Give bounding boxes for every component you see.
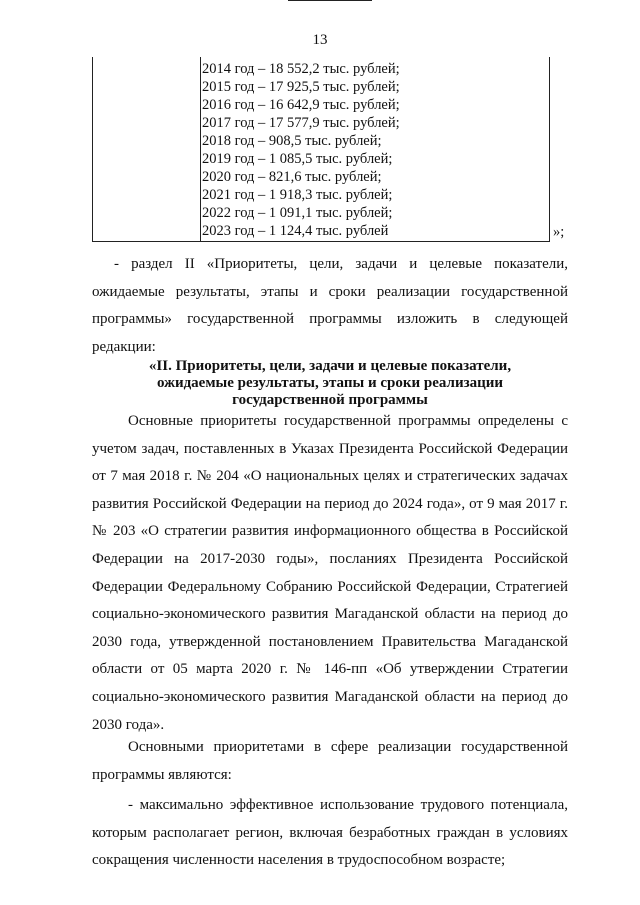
funding-row-2022: 2022 год – 1 091,1 тыс. рублей; [202,205,393,221]
top-rule [288,0,372,1]
funding-row-2019: 2019 год – 1 085,5 тыс. рублей; [202,151,393,167]
funding-row-2020: 2020 год – 821,6 тыс. рублей; [202,169,382,185]
section-heading-line-2: ожидаемые результаты, этапы и сроки реализации [156,375,504,391]
funding-row-2017: 2017 год – 17 577,9 тыс. рублей; [202,115,400,131]
section-heading-line-3: государственной программы [232,392,428,408]
funding-row-2015: 2015 год – 17 925,5 тыс. рублей; [202,79,400,95]
table-closing-quote: »; [553,224,565,240]
page-number: 13 [312,32,328,48]
section-heading [92,358,568,409]
funding-row-2021: 2021 год – 1 918,3 тыс. рублей; [202,187,393,203]
body-paragraph-1: Основные приоритеты государственной программы определены с учетом задач, поставленных в Указах Президента Российской Федерации от 7 мая 2018 г. № 204 «О национальных целях и стратегических задачах развития Российской Федерации на период до 2024 года», от 9 мая 2017 г. № 203 «О стратегии развития информационного общества в Российской Федерации на 2017-2030 годы», посланиях Президента Российской Федерации Федеральному Собранию Российской Федерации, Стратегией социально-экономического развития Магаданской области на период до 2030 года, утвержденной постановлением Правительства Магаданской области от 05 марта 2020 г. № 146-пп «Об утверждении Стратегии социально-экономического развития Магаданской области на период до 2030 года». [92,413,568,733]
funding-row-2016: 2016 год – 16 642,9 тыс. рублей; [202,97,400,113]
funding-table [92,57,550,242]
section-heading-line-1: «II. Приоритеты, цели, задачи и целевые показатели, [148,358,512,374]
funding-row-2014: 2014 год – 18 552,2 тыс. рублей; [202,61,400,77]
funding-row-2018: 2018 год – 908,5 тыс. рублей; [202,133,382,149]
table-column-divider [200,57,201,241]
funding-row-2023: 2023 год – 1 124,4 тыс. рублей [202,223,389,239]
body-paragraph-3: - максимально эффективное использование трудового потенциала, которым располагает регион, включая безработных граждан в условиях сокращения численности населения в трудоспособном возрасте; [92,797,568,869]
intro-paragraph: - раздел II «Приоритеты, цели, задачи и целевые показатели, ожидаемые результаты, этапы и сроки реализации государственной программы» государственной программы изложить в следующей редакции: [92,256,568,355]
funding-table-rows [202,60,545,240]
body-paragraph-2: Основными приоритетами в сфере реализации государственной программы являются: [92,739,568,783]
